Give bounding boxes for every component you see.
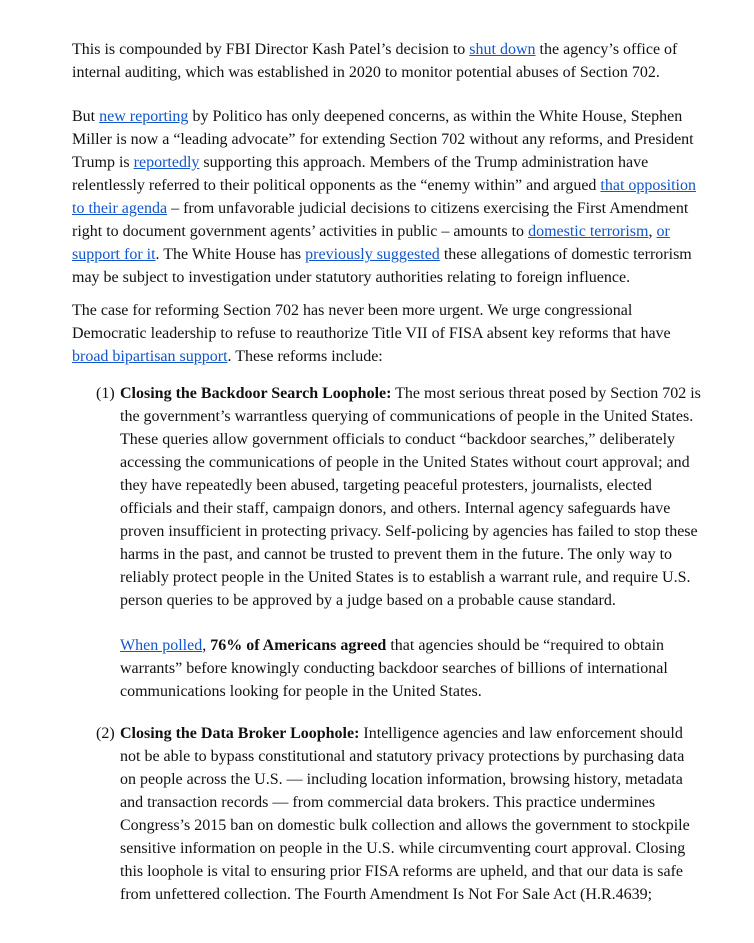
body-text: these allegations of domestic terrorism may be subject to investigation under statutory authorities relating to foreign influence.	[72, 246, 692, 286]
bold-text: Closing the Backdoor Search Loophole:	[120, 385, 392, 402]
body-text: . The White House has	[155, 246, 306, 263]
paragraph-politico-reporting	[72, 105, 702, 289]
body-text: that agencies should be “required to obtain warrants” before knowingly conducting backdoor searches of billions of international communications looking for people in the United States.	[120, 637, 668, 700]
inline-link[interactable]: When polled	[120, 637, 203, 654]
body-text: supporting this approach. Members of the Trump administration have relentlessly referred to their political opponents as the “enemy within” and argued	[72, 154, 649, 194]
body-text: The most serious threat posed by Section 702 is the government’s warrantless querying of communications of people in the United States. These queries allow government officials to conduct “backdoor searches,” deliberately accessing the communications of people in the United States without court approval; and they have repeatedly been abused, targeting peaceful protesters, journalists, elected officials and their staff, campaign donors, and others. Internal agency safeguards have proven insufficient in protecting privacy. Self-policing by agencies has failed to stop these harms in the past, and cannot be trusted to prevent them in the future. The only way to reliably protect people in the United States is to establish a warrant rule, and require U.S. person queries to be approved by a judge based on a probable cause standard.	[120, 385, 701, 609]
inline-link[interactable]: broad bipartisan support	[72, 348, 228, 365]
body-text: But	[72, 108, 100, 125]
bold-text: 76% of Americans agreed	[210, 637, 387, 654]
list-item-data-broker	[72, 722, 702, 906]
list-number: (2)	[96, 725, 115, 742]
inline-link[interactable]: previously suggested	[305, 246, 440, 263]
body-text: ,	[202, 637, 211, 654]
paragraph-patel-auditing	[72, 38, 702, 84]
document-page	[72, 38, 702, 906]
inline-link[interactable]: that opposition to their agenda	[72, 177, 696, 217]
body-text: by Politico has only deepened concerns, as within the White House, Stephen Miller is now a “leading advocate” for extending Section 702 without any reforms, and President Trump is	[72, 108, 694, 171]
list-item-backdoor-search	[72, 382, 702, 612]
list-item-text	[120, 382, 702, 612]
body-text: – from unfavorable judicial decisions to citizens exercising the First Amendment right to document government agents’ activities in public – amounts to	[72, 200, 689, 240]
inline-link[interactable]: domestic terrorism	[528, 223, 649, 240]
body-text: Intelligence agencies and law enforcement should not be able to bypass constitutional and statutory privacy protections by purchasing data on people across the U.S. — including location information, browsing history, metadata and transaction records — from commercial data brokers. This practice undermines Congress’s 2015 ban on domestic bulk collection and allows the government to stockpile sensitive information on people in the U.S. while circumventing court approval. Closing this loophole is vital to ensuring prior FISA reforms are upheld, and that our data is safe from unfettered collection. The Fourth Amendment Is Not For Sale Act (H.R.4639;	[120, 725, 690, 903]
body-text: the agency’s office of internal auditing, which was established in 2020 to monitor potential abuses of Section 702.	[72, 41, 678, 81]
inline-link[interactable]: new reporting	[99, 108, 189, 125]
inline-link[interactable]: shut down	[469, 41, 536, 58]
paragraph-case-for-reform	[72, 299, 702, 368]
bold-text: Closing the Data Broker Loophole:	[120, 725, 360, 742]
body-text: ,	[648, 223, 657, 240]
inline-link[interactable]: reportedly	[133, 154, 200, 171]
body-text: This is compounded by FBI Director Kash Patel’s decision to	[72, 41, 470, 58]
inline-link[interactable]: or support for it	[72, 223, 670, 263]
paragraph-poll-result	[72, 634, 702, 703]
body-text: The case for reforming Section 702 has never been more urgent. We urge congressional Democratic leadership to refuse to reauthorize Title VII of FISA absent key reforms that have	[72, 302, 671, 342]
list-item-text	[120, 722, 702, 906]
body-text: . These reforms include:	[227, 348, 383, 365]
list-number: (1)	[96, 385, 115, 402]
